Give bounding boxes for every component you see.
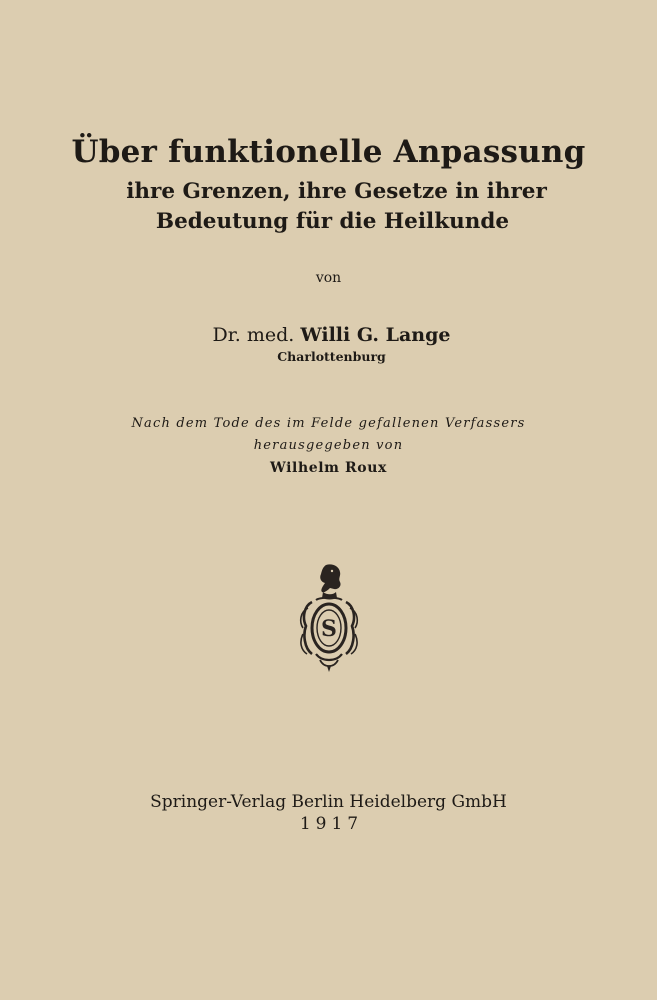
by-word: von — [315, 270, 342, 286]
book-title: Über funktionelle Anpassung — [71, 134, 586, 170]
logo-monogram: S — [321, 616, 337, 642]
author-location: Charlottenburg — [277, 349, 386, 364]
publisher-name: Springer-Verlag Berlin Heidelberg GmbH — [150, 792, 507, 812]
springer-knight-logo-icon — [294, 562, 364, 674]
author-line — [3, 324, 657, 346]
editor-name: Wilhelm Roux — [270, 460, 387, 476]
posthumous-note: Nach dem Tode des im Felde gefallenen Verfassers — [131, 416, 526, 431]
book-subtitle-line-2: Bedeutung für die Heilkunde — [155, 209, 510, 234]
publication-year: 1917 — [299, 814, 364, 834]
author-prefix: Dr. med. — [212, 324, 295, 346]
author-name: Willi G. Lange — [300, 324, 451, 346]
edited-by-label: herausgegeben von — [253, 438, 404, 453]
book-subtitle-line-1: ihre Grenzen, ihre Gesetze in ihrer — [126, 179, 547, 204]
